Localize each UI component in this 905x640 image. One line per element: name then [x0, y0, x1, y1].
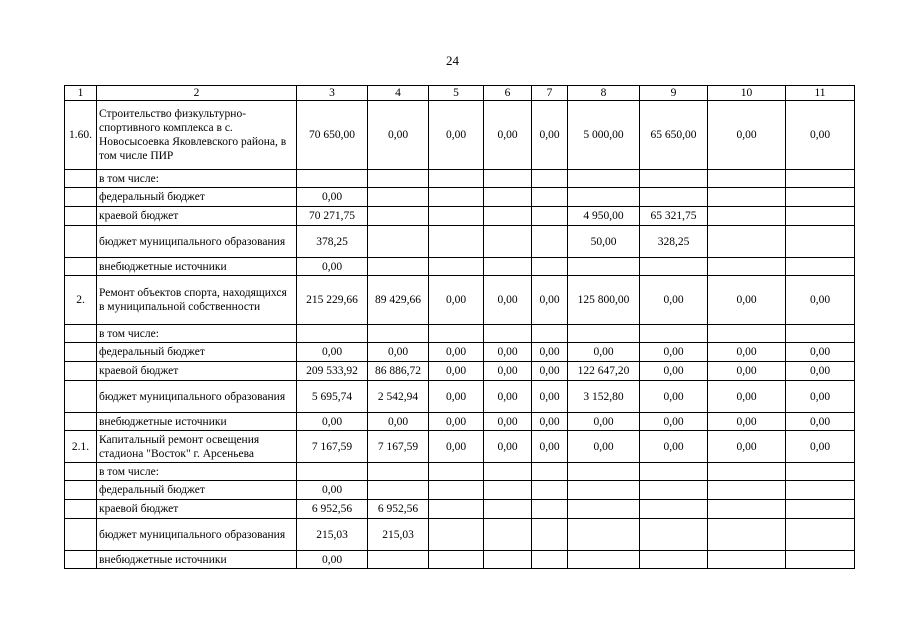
table-row: [65, 381, 855, 413]
table-row: [65, 362, 855, 381]
row-name: федеральный бюджет: [97, 343, 297, 362]
value-cell: [532, 258, 568, 276]
value-cell: [640, 258, 708, 276]
value-cell: 0,00: [429, 362, 484, 381]
value-cell: [484, 551, 532, 569]
value-cell: [708, 463, 786, 481]
value-cell: 0,00: [297, 481, 368, 500]
value-cell: [368, 481, 429, 500]
value-cell: [429, 258, 484, 276]
value-cell: 0,00: [484, 381, 532, 413]
value-cell: [786, 258, 855, 276]
value-cell: [640, 188, 708, 207]
column-header: 2: [97, 86, 297, 101]
row-name: федеральный бюджет: [97, 188, 297, 207]
row-name: бюджет муниципального образования: [97, 381, 297, 413]
value-cell: 3 152,80: [568, 381, 640, 413]
column-header: 10: [708, 86, 786, 101]
value-cell: 0,00: [532, 101, 568, 170]
value-cell: [708, 170, 786, 188]
table-row: [65, 276, 855, 325]
row-name: краевой бюджет: [97, 362, 297, 381]
value-cell: [484, 325, 532, 343]
value-cell: [484, 188, 532, 207]
row-name: Ремонт объектов спорта, находящихся в муниципальной собственности: [97, 276, 297, 325]
value-cell: [368, 463, 429, 481]
value-cell: [429, 188, 484, 207]
value-cell: 0,00: [297, 188, 368, 207]
value-cell: 0,00: [484, 362, 532, 381]
value-cell: [568, 258, 640, 276]
row-name: федеральный бюджет: [97, 481, 297, 500]
value-cell: 0,00: [708, 431, 786, 463]
value-cell: [532, 519, 568, 551]
value-cell: 0,00: [532, 276, 568, 325]
value-cell: 215,03: [368, 519, 429, 551]
value-cell: 0,00: [640, 343, 708, 362]
value-cell: [708, 207, 786, 226]
value-cell: 0,00: [786, 362, 855, 381]
value-cell: [640, 170, 708, 188]
value-cell: 0,00: [640, 381, 708, 413]
row-name: бюджет муниципального образования: [97, 519, 297, 551]
value-cell: 0,00: [368, 101, 429, 170]
value-cell: [708, 325, 786, 343]
value-cell: 6 952,56: [368, 500, 429, 519]
value-cell: [297, 463, 368, 481]
value-cell: 209 533,92: [297, 362, 368, 381]
value-cell: [786, 188, 855, 207]
row-name: в том числе:: [97, 170, 297, 188]
value-cell: [484, 500, 532, 519]
value-cell: 0,00: [429, 101, 484, 170]
value-cell: 0,00: [429, 413, 484, 431]
column-header: 7: [532, 86, 568, 101]
value-cell: [640, 481, 708, 500]
value-cell: 0,00: [640, 431, 708, 463]
value-cell: [786, 325, 855, 343]
value-cell: 0,00: [484, 413, 532, 431]
row-number: [65, 519, 97, 551]
value-cell: [532, 226, 568, 258]
value-cell: [708, 188, 786, 207]
value-cell: [368, 226, 429, 258]
value-cell: [568, 481, 640, 500]
value-cell: 215,03: [297, 519, 368, 551]
row-number: [65, 325, 97, 343]
value-cell: [484, 481, 532, 500]
row-name: внебюджетные источники: [97, 413, 297, 431]
value-cell: 0,00: [708, 362, 786, 381]
value-cell: 6 952,56: [297, 500, 368, 519]
value-cell: [708, 519, 786, 551]
row-number: [65, 381, 97, 413]
row-name: внебюджетные источники: [97, 258, 297, 276]
value-cell: 0,00: [786, 276, 855, 325]
row-number: [65, 413, 97, 431]
value-cell: 0,00: [786, 431, 855, 463]
value-cell: 122 647,20: [568, 362, 640, 381]
table-row: [65, 431, 855, 463]
value-cell: [568, 463, 640, 481]
value-cell: [786, 481, 855, 500]
row-name: бюджет муниципального образования: [97, 226, 297, 258]
value-cell: 7 167,59: [368, 431, 429, 463]
value-cell: [568, 188, 640, 207]
value-cell: 328,25: [640, 226, 708, 258]
value-cell: 86 886,72: [368, 362, 429, 381]
value-cell: 5 000,00: [568, 101, 640, 170]
value-cell: [532, 170, 568, 188]
row-name: Строительство физкультурно-спортивного комплекса в с. Новосысоевка Яковлевского района, в том числе ПИР: [97, 101, 297, 170]
value-cell: [368, 207, 429, 226]
column-header: 3: [297, 86, 368, 101]
value-cell: 0,00: [297, 413, 368, 431]
value-cell: [568, 325, 640, 343]
value-cell: [429, 500, 484, 519]
value-cell: [429, 325, 484, 343]
value-cell: 0,00: [640, 362, 708, 381]
value-cell: [640, 500, 708, 519]
value-cell: [568, 519, 640, 551]
value-cell: 65 650,00: [640, 101, 708, 170]
value-cell: 0,00: [708, 343, 786, 362]
column-header: 11: [786, 86, 855, 101]
value-cell: 0,00: [429, 276, 484, 325]
value-cell: 0,00: [786, 101, 855, 170]
row-number: 1.60.: [65, 101, 97, 170]
value-cell: [532, 325, 568, 343]
value-cell: 0,00: [484, 343, 532, 362]
value-cell: 125 800,00: [568, 276, 640, 325]
header-row: [65, 86, 855, 101]
row-name: внебюджетные источники: [97, 551, 297, 569]
column-header: 9: [640, 86, 708, 101]
column-header: 6: [484, 86, 532, 101]
value-cell: [368, 188, 429, 207]
value-cell: [484, 519, 532, 551]
row-number: [65, 463, 97, 481]
value-cell: [484, 207, 532, 226]
row-number: 2.: [65, 276, 97, 325]
value-cell: [708, 481, 786, 500]
value-cell: 0,00: [568, 431, 640, 463]
value-cell: [786, 519, 855, 551]
row-number: [65, 551, 97, 569]
value-cell: 0,00: [786, 413, 855, 431]
column-header: 1: [65, 86, 97, 101]
row-number: [65, 481, 97, 500]
value-cell: [429, 551, 484, 569]
row-name: в том числе:: [97, 325, 297, 343]
value-cell: 0,00: [708, 276, 786, 325]
table-row: [65, 101, 855, 170]
value-cell: [429, 481, 484, 500]
value-cell: [786, 463, 855, 481]
value-cell: [568, 551, 640, 569]
value-cell: [532, 207, 568, 226]
row-number: [65, 188, 97, 207]
value-cell: [708, 500, 786, 519]
table-row: [65, 500, 855, 519]
value-cell: [429, 170, 484, 188]
value-cell: [786, 226, 855, 258]
value-cell: 0,00: [532, 362, 568, 381]
value-cell: [429, 519, 484, 551]
value-cell: [484, 463, 532, 481]
value-cell: 70 271,75: [297, 207, 368, 226]
value-cell: [708, 551, 786, 569]
table-row: [65, 258, 855, 276]
value-cell: [708, 258, 786, 276]
value-cell: [429, 463, 484, 481]
value-cell: [708, 226, 786, 258]
value-cell: [368, 325, 429, 343]
value-cell: 0,00: [297, 258, 368, 276]
value-cell: 0,00: [368, 343, 429, 362]
value-cell: 0,00: [297, 343, 368, 362]
row-name: краевой бюджет: [97, 207, 297, 226]
value-cell: [429, 207, 484, 226]
value-cell: 0,00: [484, 276, 532, 325]
value-cell: [297, 170, 368, 188]
value-cell: 0,00: [568, 343, 640, 362]
budget-table: [64, 85, 855, 569]
value-cell: [786, 551, 855, 569]
value-cell: 0,00: [640, 276, 708, 325]
value-cell: 0,00: [532, 381, 568, 413]
value-cell: 0,00: [532, 431, 568, 463]
value-cell: [640, 325, 708, 343]
value-cell: [368, 170, 429, 188]
value-cell: 215 229,66: [297, 276, 368, 325]
value-cell: [786, 207, 855, 226]
table-row: [65, 343, 855, 362]
value-cell: 0,00: [297, 551, 368, 569]
value-cell: 5 695,74: [297, 381, 368, 413]
value-cell: [484, 258, 532, 276]
row-name: краевой бюджет: [97, 500, 297, 519]
value-cell: 0,00: [786, 381, 855, 413]
row-number: [65, 343, 97, 362]
value-cell: 70 650,00: [297, 101, 368, 170]
value-cell: [640, 519, 708, 551]
value-cell: [532, 551, 568, 569]
value-cell: [786, 500, 855, 519]
row-number: [65, 170, 97, 188]
value-cell: 7 167,59: [297, 431, 368, 463]
value-cell: 4 950,00: [568, 207, 640, 226]
column-header: 8: [568, 86, 640, 101]
row-number: [65, 226, 97, 258]
table-row: [65, 463, 855, 481]
value-cell: 0,00: [708, 101, 786, 170]
value-cell: 0,00: [786, 343, 855, 362]
value-cell: [532, 500, 568, 519]
value-cell: [297, 325, 368, 343]
value-cell: [368, 551, 429, 569]
value-cell: 0,00: [568, 413, 640, 431]
value-cell: 378,25: [297, 226, 368, 258]
value-cell: [532, 188, 568, 207]
value-cell: 0,00: [532, 413, 568, 431]
value-cell: 0,00: [429, 431, 484, 463]
value-cell: [532, 463, 568, 481]
value-cell: [786, 170, 855, 188]
table-row: [65, 551, 855, 569]
table-row: [65, 481, 855, 500]
table-row: [65, 188, 855, 207]
row-name: в том числе:: [97, 463, 297, 481]
value-cell: 0,00: [640, 413, 708, 431]
row-number: [65, 207, 97, 226]
value-cell: 0,00: [429, 343, 484, 362]
value-cell: 0,00: [708, 381, 786, 413]
value-cell: 2 542,94: [368, 381, 429, 413]
column-header: 4: [368, 86, 429, 101]
table-row: [65, 170, 855, 188]
value-cell: [429, 226, 484, 258]
value-cell: 0,00: [484, 431, 532, 463]
value-cell: 50,00: [568, 226, 640, 258]
table-row: [65, 519, 855, 551]
value-cell: 0,00: [429, 381, 484, 413]
value-cell: [568, 170, 640, 188]
value-cell: [568, 500, 640, 519]
value-cell: 89 429,66: [368, 276, 429, 325]
table-row: [65, 325, 855, 343]
row-number: [65, 500, 97, 519]
table-row: [65, 207, 855, 226]
value-cell: [368, 258, 429, 276]
row-number: 2.1.: [65, 431, 97, 463]
row-number: [65, 362, 97, 381]
table-row: [65, 226, 855, 258]
value-cell: [640, 551, 708, 569]
value-cell: 65 321,75: [640, 207, 708, 226]
value-cell: [484, 170, 532, 188]
value-cell: 0,00: [708, 413, 786, 431]
row-number: [65, 258, 97, 276]
value-cell: 0,00: [484, 101, 532, 170]
value-cell: [484, 226, 532, 258]
table-row: [65, 413, 855, 431]
value-cell: [532, 481, 568, 500]
page-number: 24: [446, 53, 459, 68]
value-cell: 0,00: [532, 343, 568, 362]
value-cell: [640, 463, 708, 481]
value-cell: 0,00: [368, 413, 429, 431]
column-header: 5: [429, 86, 484, 101]
row-name: Капитальный ремонт освещения стадиона "Восток" г. Арсеньева: [97, 431, 297, 463]
